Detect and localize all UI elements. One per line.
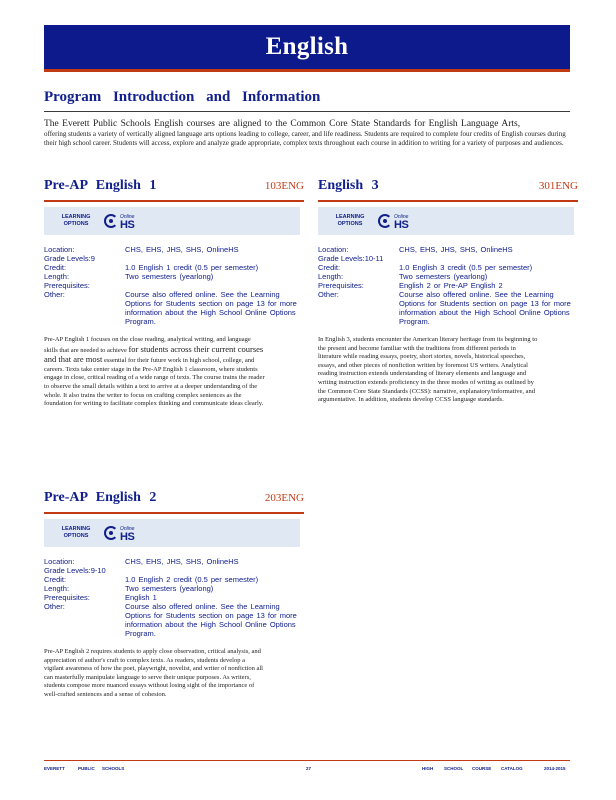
location-value: CHS, EHS, JHS, SHS, OnlineHS [399,245,513,254]
location-label: Location: [44,557,75,566]
course-title: English 3 [318,178,379,193]
learning-options-line2: OPTIONS [63,533,89,539]
prereq-label: Prerequisites: [44,593,90,602]
footer-guide-3: COURSE [472,766,492,771]
logo-hs-text: HS [120,219,135,231]
other-label: Other: [44,602,65,611]
prereq-value [125,281,304,290]
learning-options-line1: LEARNING [61,214,91,220]
other-value: Course also offered online. See the Learning Options for Students section on page 13 for more information about the High School Online Options Program. [125,290,297,326]
intro-heading: Program Introduction and Information [44,89,321,105]
location-label: Location: [318,245,349,254]
course-block-english-3 [318,178,578,405]
course-code: 301ENG [538,180,578,192]
credit-value: 1.0 English 2 credit (0.5 per semester) [125,575,259,584]
course-description: In English 3, students encounter the American literary heritage from its beginning to the present and become familiar with the traditions from different periods in literature while reading essays, poetry, short stories, novels, historical speeches, essays, and other pieces of nonfiction written by foremost US writers. Analytical reading instruction extends understanding of literary elements and language and writing instruction extends proficiency in the three modes of writing as outlined by the Common Core State Standards (CCSS): narrative, explanatory/informative, and argumentative. In addition, students develop CCSS language standards. [318,336,538,404]
course-header [44,490,304,510]
learning-options-label [330,214,370,228]
course-title: Pre-AP English 1 [44,178,157,193]
logo-online-text: Online [120,526,135,532]
intro-divider [44,111,570,112]
course-header [318,178,578,198]
credit-label: Credit: [44,263,67,272]
length-value: Two semesters (yearlong) [125,272,214,281]
grade-label: Grade Levels:10-11 [318,254,384,263]
prereq-value: English 1 [125,593,157,602]
length-label: Length: [44,272,70,281]
course-block-pre-ap-english-2 [44,490,304,700]
grade-value: 10-11 [364,254,384,263]
learning-options-box [44,519,300,547]
length-value: Two semesters (yearlong) [399,272,488,281]
footer-year: 2014-2015 [544,766,566,771]
learning-options-line1: LEARNING [335,214,365,220]
grade-label: Grade Levels:9-10 [44,566,106,575]
course-details [44,245,304,326]
learning-options-line2: OPTIONS [63,221,89,227]
course-code: 103ENG [264,180,304,192]
course-title: Pre-AP English 2 [44,490,157,505]
grade-value: 9-10 [90,566,106,575]
prereq-label: Prerequisites: [44,281,90,290]
location-value: CHS, EHS, JHS, SHS, OnlineHS [125,557,239,566]
footer-district-3: SCHOOLS [102,766,125,771]
learning-options-label [56,526,96,540]
course-divider [44,512,304,514]
credit-value: 1.0 English 1 credit (0.5 per semester) [125,263,259,272]
location-label: Location: [44,245,75,254]
prereq-value: English 2 or Pre-AP English 2 [399,281,503,290]
course-code: 203ENG [264,492,304,504]
intro-body: offering students a variety of vertically aligned language arts options leading to college, career, and life readiness. Students are required to complete four credits of English courses during their high school career. Students will access, explore and analyze grade appropriate, complex texts throughout each course in addition to writing for a variety of purposes and audiences. [44,130,566,147]
course-divider [318,200,578,202]
footer-district-2: PUBLIC [78,766,95,771]
credit-value: 1.0 English 3 credit (0.5 per semester) [399,263,533,272]
prereq-label: Prerequisites: [318,281,364,290]
logo-hs-text: HS [394,219,409,231]
credit-label: Credit: [318,263,341,272]
course-details [44,557,304,638]
footer-guide-2: SCHOOL [444,766,464,771]
learning-options-box [318,207,574,235]
footer-guide-4: CATALOG [501,766,523,771]
location-value: CHS, EHS, JHS, SHS, OnlineHS [125,245,239,254]
credit-label: Credit: [44,575,67,584]
learning-options-line2: OPTIONS [337,221,363,227]
logo-hs-text: HS [120,531,135,543]
learning-options-label [56,214,96,228]
footer-guide-1: HIGH [422,766,434,771]
length-label: Length: [44,584,70,593]
intro-lead: The Everett Public Schools English courses are aligned to the Common Core State Standards for English Language Arts, [44,119,521,129]
length-value: Two semesters (yearlong) [125,584,214,593]
course-description: Pre-AP English 1 focuses on the close reading, analytical writing, and language skills that are needed to achieve for students across their current courses and that are most essential for their future work in high school, college, and careers. Texts take center stage in the Pre-AP English 1 classroom, where students engage in close, critical reading of a wide range of texts. The course trains the reader to observe the small details within a text to arrive at a deeper understanding of the whole. It also trains the writer to focus on crafting complex sentences as the foundation for writing to facilitate complex thinking and communicate ideas clearly. [44,336,265,408]
footer-district-1: EVERETT [44,766,65,771]
learning-options-box [44,207,300,235]
page-footer [44,766,570,776]
other-label: Other: [44,290,65,299]
intro-paragraph [44,118,574,148]
other-label: Other: [318,290,339,299]
learning-options-line1: LEARNING [61,526,91,532]
online-hs-logo [104,211,134,231]
logo-ring-icon [378,214,392,228]
page-number: 27 [306,766,312,771]
page-title: English [265,33,349,60]
page-banner [44,25,570,72]
other-value: Course also offered online. See the Learning Options for Students section on page 13 for more information about the High School Online Options Program. [399,290,571,326]
logo-ring-icon [104,214,118,228]
course-block-pre-ap-english-1 [44,178,304,409]
online-hs-logo [104,523,134,543]
footer-divider [44,760,570,761]
grade-label: Grade Levels:9 [44,254,95,263]
logo-online-text: Online [394,214,409,220]
logo-online-text: Online [120,214,135,220]
online-hs-logo [378,211,408,231]
course-header [44,178,304,198]
grade-value: 9 [90,254,95,263]
course-details [318,245,578,326]
course-description: Pre-AP English 2 requires students to apply close observation, critical analysis, and appreciation of author's craft to complex texts. As readers, students develop a vigilant awareness of how the poet, playwright, novelist, and writer of nonfiction all can masterfully manipulate language to serve their unique purposes. As writers, students compose more nuanced essays without losing sight of the importance of well-crafted sentences and a sense of cohesion. [44,648,263,698]
length-label: Length: [318,272,344,281]
course-divider [44,200,304,202]
logo-ring-icon [104,526,118,540]
other-value: Course also offered online. See the Learning Options for Students section on page 13 for more information about the High School Online Options Program. [125,602,297,638]
